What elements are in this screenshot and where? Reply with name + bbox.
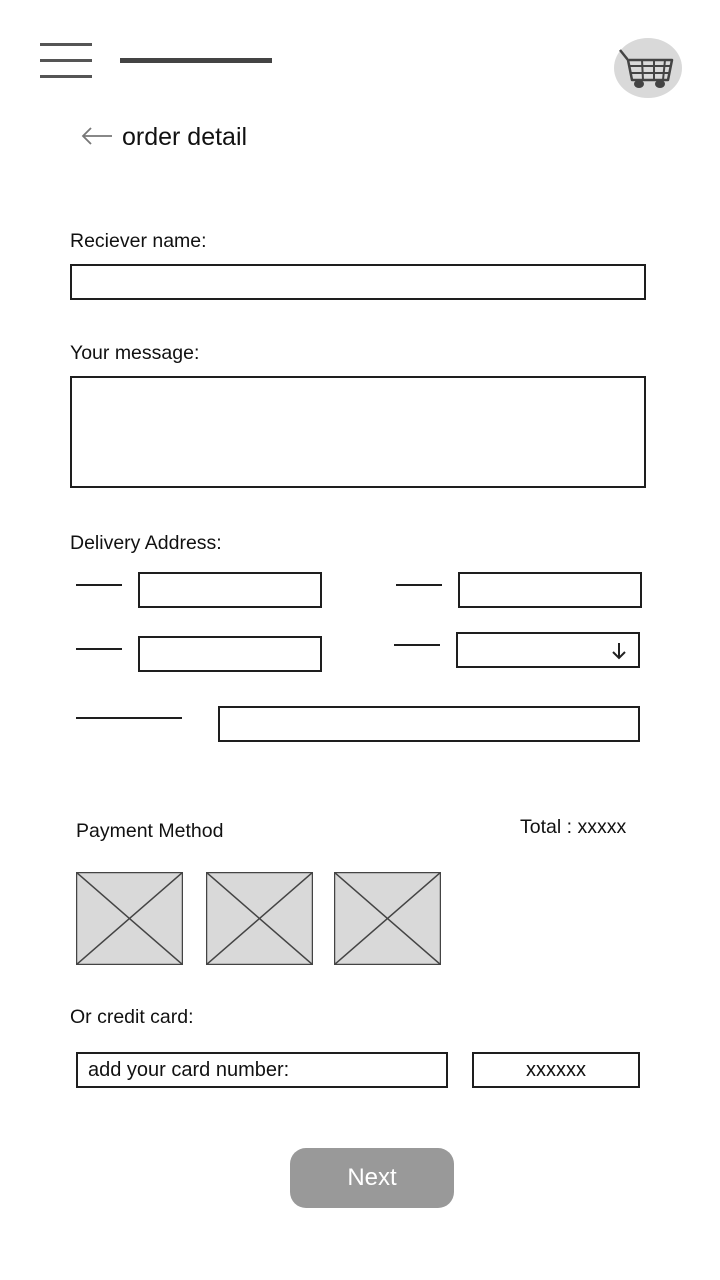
image-placeholder-icon (334, 872, 441, 965)
address-field-label-placeholder (394, 644, 440, 646)
image-placeholder-icon (206, 872, 313, 965)
shopping-cart-button[interactable] (614, 38, 682, 98)
payment-method-option[interactable] (76, 872, 183, 965)
address-field-label-placeholder (76, 648, 122, 650)
receiver-name-input[interactable] (70, 264, 646, 300)
address-input[interactable] (138, 572, 322, 608)
payment-method-label: Payment Method (76, 820, 224, 842)
hamburger-menu-icon[interactable] (40, 43, 92, 79)
shopping-cart-icon (614, 38, 682, 98)
card-number-input[interactable] (76, 1052, 448, 1088)
receiver-name-label: Reciever name: (70, 230, 207, 252)
menu-line (40, 59, 92, 62)
address-field-label-placeholder (396, 584, 442, 586)
page-title: order detail (122, 123, 248, 151)
arrow-left-icon (80, 125, 114, 147)
address-select-dropdown[interactable] (456, 632, 640, 668)
message-label: Your message: (70, 342, 200, 364)
arrow-down-icon (610, 641, 628, 661)
next-button[interactable]: Next (290, 1148, 454, 1208)
payment-method-option[interactable] (206, 872, 313, 965)
address-input[interactable] (218, 706, 640, 742)
address-input[interactable] (458, 572, 642, 608)
address-input[interactable] (138, 636, 322, 672)
menu-line (40, 43, 92, 46)
message-textarea[interactable] (70, 376, 646, 488)
image-placeholder-icon (76, 872, 183, 965)
header-title-placeholder (120, 58, 272, 63)
address-field-label-placeholder (76, 584, 122, 586)
delivery-address-label: Delivery Address: (70, 532, 222, 554)
credit-card-label: Or credit card: (70, 1006, 194, 1028)
payment-method-option[interactable] (334, 872, 441, 965)
order-total: Total : xxxxx (520, 816, 627, 838)
back-button[interactable] (80, 125, 114, 147)
address-field-label-placeholder (76, 717, 182, 719)
menu-line (40, 75, 92, 78)
card-extra-input[interactable] (472, 1052, 640, 1088)
